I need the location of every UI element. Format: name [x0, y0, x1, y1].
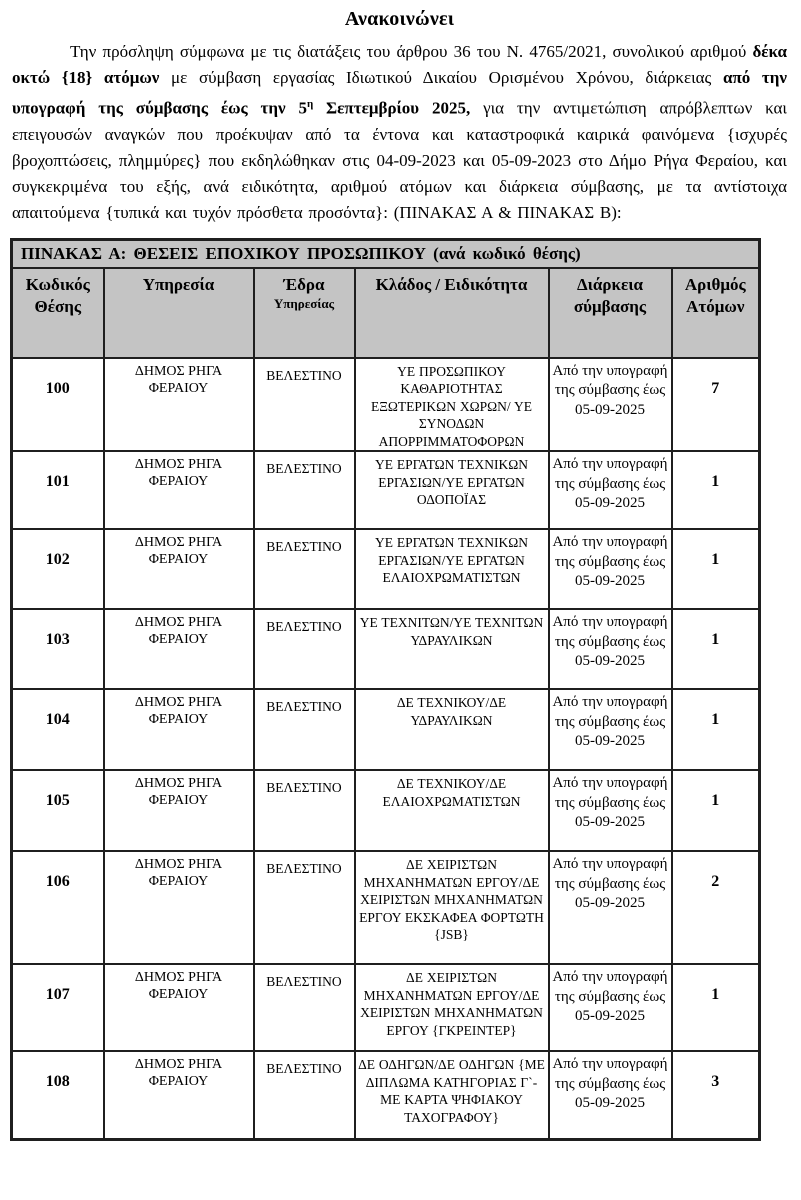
cell-service: ΔΗΜΟΣ ΡΗΓΑ ΦΕΡΑΙΟΥ: [104, 964, 254, 1051]
cell-specialty: ΥΕ ΤΕΧΝΙΤΩΝ/ΥΕ ΤΕΧΝΙΤΩΝ ΥΔΡΑΥΛΙΚΩΝ: [355, 609, 549, 689]
cell-count: 1: [672, 609, 760, 689]
cell-duration: Από την υπογραφή της σύμβασης έως 05-09-2025: [549, 451, 672, 529]
cell-count: 2: [672, 851, 760, 964]
table-row-103: [12, 609, 760, 689]
intro-segment-bold-duration: από την υπογραφή της σύμβασης έως την 5: [12, 68, 787, 118]
table-row-106: [12, 851, 760, 964]
table-title-row: [12, 239, 760, 268]
header-service: Υπηρεσία: [104, 268, 254, 358]
table-row-107: [12, 964, 760, 1051]
cell-count: 1: [672, 770, 760, 851]
intro-segment-3: με σύμβαση εργασίας Ιδιωτικού Δικαίου Ορισμένου Χρόνου, διάρκειας: [171, 68, 723, 87]
cell-count: 1: [672, 964, 760, 1051]
cell-duration: Από την υπογραφή της σύμβασης έως 05-09-2025: [549, 609, 672, 689]
cell-specialty: ΔΕ ΤΕΧΝΙΚΟΥ/ΔΕ ΥΔΡΑΥΛΙΚΩΝ: [355, 689, 549, 770]
cell-code: 108: [12, 1051, 104, 1139]
header-seat-sublabel: Υπηρεσίας: [273, 295, 335, 311]
cell-duration: Από την υπογραφή της σύμβασης έως 05-09-2025: [549, 770, 672, 851]
header-duration: Διάρκεια σύμβασης: [549, 268, 672, 358]
cell-service: ΔΗΜΟΣ ΡΗΓΑ ΦΕΡΑΙΟΥ: [104, 609, 254, 689]
table-header-row: [12, 268, 760, 358]
intro-segment-bold-persons: δέκα οκτώ {18} ατόμων: [12, 42, 787, 87]
table-row-102: [12, 529, 760, 609]
header-count: Αριθμός Ατόμων: [672, 268, 760, 358]
cell-service: ΔΗΜΟΣ ΡΗΓΑ ΦΕΡΑΙΟΥ: [104, 851, 254, 964]
cell-specialty: ΥΕ ΕΡΓΑΤΩΝ ΤΕΧΝΙΚΩΝ ΕΡΓΑΣΙΩΝ/ΥΕ ΕΡΓΑΤΩΝ ΟΔΟΠΟΪΑΣ: [355, 451, 549, 529]
intro-superscript-eta: η: [306, 98, 314, 110]
cell-seat: ΒΕΛΕΣΤΙΝΟ: [254, 964, 355, 1051]
cell-seat: ΒΕΛΕΣΤΙΝΟ: [254, 529, 355, 609]
cell-specialty: ΔΕ ΤΕΧΝΙΚΟΥ/ΔΕ ΕΛΑΙΟΧΡΩΜΑΤΙΣΤΩΝ: [355, 770, 549, 851]
cell-specialty: ΔΕ ΧΕΙΡΙΣΤΩΝ ΜΗΧΑΝΗΜΑΤΩΝ ΕΡΓΟΥ/ΔΕ ΧΕΙΡΙΣΤΩΝ ΜΗΧΑΝΗΜΑΤΩΝ ΕΡΓΟΥ ΕΚΣΚΑΦΕΑ ΦΟΡΤΩΤΗ {JSB}: [355, 851, 549, 964]
cell-code: 106: [12, 851, 104, 964]
intro-segment-7: για την αντιμετώπιση απρόβλεπτων και επειγουσών αναγκών που προέκυψαν από τα έντονα και καταστροφικά καιρικά φαινόμενα {ισχυρές βροχοπτώσεις, πλημμύρες} που εκδηλώθηκαν στις 04-09-2023 και 05-09-2023 στο Δήμο Ρήγα Φεραίου, και συγκεκριμένα του εξής, ανά ειδικότητα, αριθμού ατόμων και διάρκεια σύμβασης, με τα αντίστοιχα απαιτούμενα {τυπικά και τυχόν πρόσθετα προσόντα}: (ΠΙΝΑΚΑΣ Α & ΠΙΝΑΚΑΣ Β):: [12, 98, 787, 222]
cell-code: 107: [12, 964, 104, 1051]
cell-duration: Από την υπογραφή της σύμβασης έως 05-09-2025: [549, 964, 672, 1051]
cell-duration: Από την υπογραφή της σύμβασης έως 05-09-2025: [549, 851, 672, 964]
cell-code: 105: [12, 770, 104, 851]
table-row-101: [12, 451, 760, 529]
cell-count: 1: [672, 451, 760, 529]
cell-count: 1: [672, 529, 760, 609]
cell-seat: ΒΕΛΕΣΤΙΝΟ: [254, 851, 355, 964]
cell-specialty: ΥΕ ΠΡΟΣΩΠΙΚΟΥ ΚΑΘΑΡΙΟΤΗΤΑΣ ΕΞΩΤΕΡΙΚΩΝ ΧΩΡΩΝ/ ΥΕ ΣΥΝΟΔΩΝ ΑΠΟΡΡΙΜΜΑΤΟΦΟΡΩΝ: [355, 358, 549, 452]
table-row-105: [12, 770, 760, 851]
table-title: ΠΙΝΑΚΑΣ Α: ΘΕΣΕΙΣ ΕΠΟΧΙΚΟΥ ΠΡΟΣΩΠΙΚΟΥ (ανά κωδικό θέσης): [12, 239, 760, 268]
header-specialty: Κλάδος / Ειδικότητα: [355, 268, 549, 358]
table-row-104: [12, 689, 760, 770]
intro-segment-bold-date: Σεπτεμβρίου 2025,: [313, 98, 484, 118]
cell-count: 3: [672, 1051, 760, 1139]
table-row-108: [12, 1051, 760, 1139]
cell-code: 101: [12, 451, 104, 529]
cell-service: ΔΗΜΟΣ ΡΗΓΑ ΦΕΡΑΙΟΥ: [104, 770, 254, 851]
cell-service: ΔΗΜΟΣ ΡΗΓΑ ΦΕΡΑΙΟΥ: [104, 451, 254, 529]
header-seat-label: Έδρα: [283, 274, 325, 294]
cell-seat: ΒΕΛΕΣΤΙΝΟ: [254, 609, 355, 689]
cell-seat: ΒΕΛΕΣΤΙΝΟ: [254, 770, 355, 851]
cell-count: 1: [672, 689, 760, 770]
cell-specialty: ΔΕ ΟΔΗΓΩΝ/ΔΕ ΟΔΗΓΩΝ {ΜΕ ΔΙΠΛΩΜΑ ΚΑΤΗΓΟΡΙΑΣ Γ`- ΜΕ ΚΑΡΤΑ ΨΗΦΙΑΚΟΥ ΤΑΧΟΓΡΑΦΟΥ}: [355, 1051, 549, 1139]
cell-specialty: ΔΕ ΧΕΙΡΙΣΤΩΝ ΜΗΧΑΝΗΜΑΤΩΝ ΕΡΓΟΥ/ΔΕ ΧΕΙΡΙΣΤΩΝ ΜΗΧΑΝΗΜΑΤΩΝ ΕΡΓΟΥ {ΓΚΡΕΙΝΤΕΡ}: [355, 964, 549, 1051]
intro-segment-1: Την πρόσληψη σύμφωνα με τις διατάξεις του άρθρου 36 του Ν. 4765/2021, συνολικού αριθμού: [70, 42, 753, 61]
cell-service: ΔΗΜΟΣ ΡΗΓΑ ΦΕΡΑΙΟΥ: [104, 529, 254, 609]
header-seat: [254, 268, 355, 358]
cell-code: 100: [12, 358, 104, 452]
table-row-100: [12, 358, 760, 452]
cell-count: 7: [672, 358, 760, 452]
page-title: Ανακοινώνει: [344, 8, 455, 30]
cell-code: 104: [12, 689, 104, 770]
cell-code: 103: [12, 609, 104, 689]
cell-service: ΔΗΜΟΣ ΡΗΓΑ ΦΕΡΑΙΟΥ: [104, 689, 254, 770]
cell-seat: ΒΕΛΕΣΤΙΝΟ: [254, 689, 355, 770]
cell-duration: Από την υπογραφή της σύμβασης έως 05-09-2025: [549, 529, 672, 609]
cell-duration: Από την υπογραφή της σύμβασης έως 05-09-2025: [549, 358, 672, 452]
cell-code: 102: [12, 529, 104, 609]
cell-service: ΔΗΜΟΣ ΡΗΓΑ ΦΕΡΑΙΟΥ: [104, 358, 254, 452]
cell-specialty: ΥΕ ΕΡΓΑΤΩΝ ΤΕΧΝΙΚΩΝ ΕΡΓΑΣΙΩΝ/ΥΕ ΕΡΓΑΤΩΝ ΕΛΑΙΟΧΡΩΜΑΤΙΣΤΩΝ: [355, 529, 549, 609]
cell-service: ΔΗΜΟΣ ΡΗΓΑ ΦΕΡΑΙΟΥ: [104, 1051, 254, 1139]
cell-seat: ΒΕΛΕΣΤΙΝΟ: [254, 1051, 355, 1139]
cell-seat: ΒΕΛΕΣΤΙΝΟ: [254, 451, 355, 529]
cell-seat: ΒΕΛΕΣΤΙΝΟ: [254, 358, 355, 452]
cell-duration: Από την υπογραφή της σύμβασης έως 05-09-2025: [549, 689, 672, 770]
positions-table: [10, 238, 761, 1141]
header-code: Κωδικός Θέσης: [12, 268, 104, 358]
cell-duration: Από την υπογραφή της σύμβασης έως 05-09-2025: [549, 1051, 672, 1139]
intro-paragraph: [12, 39, 787, 226]
